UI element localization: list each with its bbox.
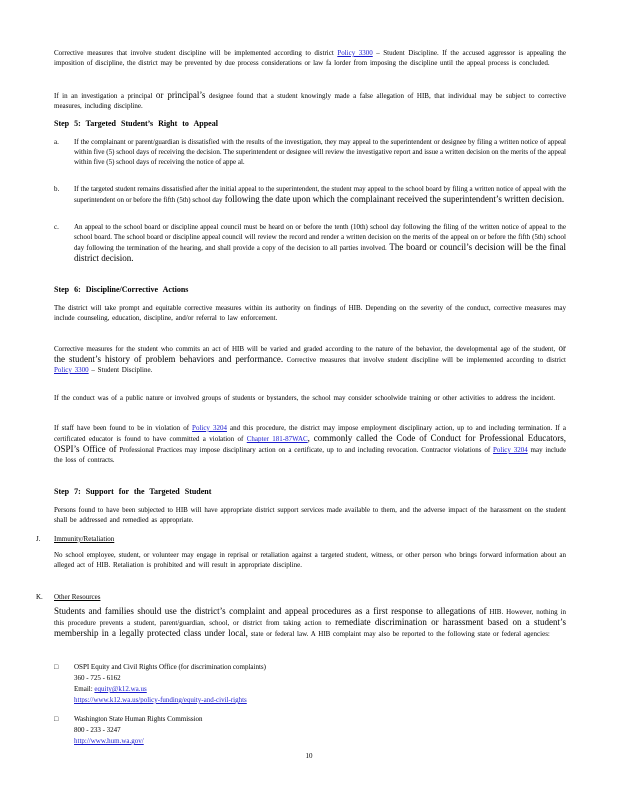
- list-item-b: [54, 184, 566, 220]
- text: If staff have been found to be in violation of: [54, 424, 193, 432]
- text: state or federal law. A HIB complaint may also be reported to the following state or federal agencies:: [247, 630, 550, 638]
- chapter-181-87-wac-link[interactable]: Chapter 181-87WAC: [246, 435, 308, 443]
- paragraph-public-conduct: If the conduct was of a public nature or involved groups of students or bystanders, the school may consider schoolwide training or other activities to address the incident.: [54, 394, 556, 402]
- paragraph-retaliation: No school employee, student, or volunteer may engage in reprisal or retaliation against a targeted student, witness, or other person who brings forward information about an alleged act of HIB. Retaliation is prohibited and will result in appropriate discipline.: [54, 551, 566, 569]
- paragraph-corrective-measures: The district will take prompt and equitable corrective measures within its authority on findings of HIB. Depending on the severity of the conduct, corrective measures may include counseling, education, discipline, and/or referral to law enforcement.: [54, 304, 566, 322]
- list-marker: c.: [54, 223, 59, 231]
- policy-3300-link[interactable]: Policy 3300: [337, 49, 373, 57]
- bullet-icon: □: [54, 715, 59, 723]
- policy-3204-link[interactable]: Policy 3204: [192, 424, 227, 432]
- list-text: If the complainant or parent/guardian is dissatisfied with the results of the investigation, they may appeal to the superintendent or designee by filing a written notice of appeal within five (5) school days of receiving the decision. The superintendent or designee will review the investigative report and issue a written decision on the merits of the appeal within five (5) school days of receiving the notice of appe al.: [74, 138, 566, 166]
- resource-name: Washington State Human Rights Commission: [74, 715, 203, 723]
- paragraph-corrective-discipline: [54, 48, 566, 68]
- text: and this procedure, the district may impose employment disciplinary action, up to and including termination. If a certificated educator is found to have committed a violation of: [54, 424, 567, 443]
- page-number: 10: [305, 752, 313, 760]
- list-item-a: [54, 137, 566, 177]
- paragraph-false-allegation: [54, 90, 566, 111]
- paragraph-staff-violations: [54, 423, 566, 465]
- step-6-heading: Step 6: Discipline/Corrective Actions: [54, 285, 189, 294]
- list-text-emphasis: following the date upon which the complainant received the superintendent’s written decision.: [222, 194, 565, 204]
- email-label: Email:: [74, 685, 95, 693]
- list-text: An appeal to the school board or discipline appeal council must be heard on or before the tenth (10th) school day following the filing of the written notice of appeal to the school board. The school board or discipline appeal council will review the record and render a written decision on the merits of the appeal on or before the fifth (5th) school day following the termination of the hearing, and shall provide a copy of the decision to all parties involved.: [74, 223, 566, 252]
- text: Professional Practices may impose disciplinary action on a certificate, up to and including revocation. Contractor violations of: [116, 446, 493, 454]
- text: Students and families should use the district’s complaint and appeal procedures as a first response to allegations of: [54, 606, 487, 616]
- section-marker: J.: [36, 535, 41, 543]
- resource-name: OSPI Equity and Civil Rights Office (for discrimination complaints): [74, 663, 266, 671]
- text: – Student Discipline.: [88, 366, 153, 374]
- text: or the student’s history of problem behaviors and performance.: [54, 343, 566, 364]
- list-item-c: [54, 222, 566, 272]
- step-7-heading: Step 7: Support for the Targeted Student: [54, 487, 212, 496]
- section-marker: K.: [36, 593, 43, 601]
- section-j-heading: [36, 534, 114, 544]
- text: Corrective measures that involve student discipline will be implemented according to district: [283, 356, 566, 364]
- hrc-url-link[interactable]: http://www.hum.wa.gov/: [74, 737, 144, 745]
- ospi-url-link[interactable]: https://www.k12.wa.us/policy-funding/equity-and-civil-rights: [74, 696, 247, 704]
- paragraph-other-resources: [54, 606, 566, 639]
- text: If in an investigation a principal: [54, 92, 156, 100]
- text: remediate discrimination or harassment based on a student’s membership in a legally protected class under local,: [54, 617, 566, 638]
- text: designee found that a student knowingly made a false allegation of HIB, that individual may be subject to corrective measures, including discipline.: [54, 92, 566, 110]
- text: – Student Discipline. If the accused aggressor is appealing the imposition of discipline, the district may be prevented by due process considerations or law fa lorder from imposing the discipline until the appeal process is concluded.: [54, 49, 566, 67]
- text: Corrective measures that involve student discipline will be implemented according to district: [54, 49, 338, 57]
- section-title: Other Resources: [54, 593, 101, 601]
- list-marker: b.: [54, 185, 60, 193]
- list-marker: a.: [54, 138, 59, 146]
- text: or principal’s: [155, 90, 206, 100]
- paragraph-graded-measures: [54, 343, 566, 375]
- paragraph-support: Persons found to have been subjected to HIB will have appropriate district support services made available to them, and the adverse impact of the harassment on the student shall be addressed and remedied as appropriate.: [54, 506, 566, 524]
- bullet-icon: □: [54, 663, 59, 671]
- text: HIB. However, nothing in this procedure prevents a student, parent/guardian, school, or district from taking action to: [54, 608, 566, 627]
- resource-phone: 360 - 725 - 6162: [74, 674, 121, 682]
- list-text: If the targeted student remains dissatisfied after the initial appeal to the superintendent, the student may appeal to the school board by filing a written notice of appeal with the superintendent on or before the fifth (5th) school day: [74, 185, 566, 204]
- email-link[interactable]: equity@k12.wa.us: [94, 685, 147, 693]
- text: , commonly called the Code of Conduct for Professional Educators, OSPI’s Office of: [54, 433, 566, 454]
- policy-3204-link[interactable]: Policy 3204: [493, 446, 528, 454]
- text: may include the loss of contracts.: [54, 446, 567, 464]
- section-title: Immunity/Retaliation: [54, 535, 115, 543]
- section-k-heading: [36, 592, 100, 602]
- text: Corrective measures for the student who commits an act of HIB will be varied and graded according to the nature of the behavior, the developmental age of the student,: [54, 345, 556, 353]
- policy-3300-link[interactable]: Policy 3300: [54, 366, 89, 374]
- list-text-emphasis: The board or council’s decision will be the final district decision.: [74, 242, 566, 263]
- step-5-heading: Step 5: Targeted Student’s Right to Appeal: [54, 119, 218, 128]
- resource-phone: 800 - 233 - 3247: [74, 726, 121, 734]
